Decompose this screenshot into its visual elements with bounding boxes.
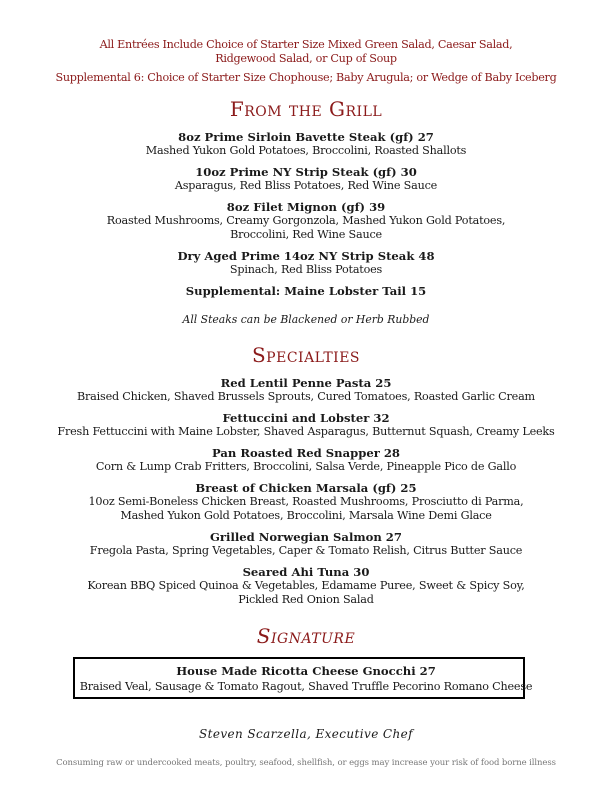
grill-item-desc: Asparagus, Red Bliss Potatoes, Red Wine Sauce — [174, 179, 438, 192]
grill-item-desc: Mashed Yukon Gold Potatoes, Broccolini, Roasted Shallots — [145, 144, 467, 157]
grill-item-desc: Broccolini, Red Wine Sauce — [230, 228, 382, 241]
intro-line-1: All Entrées Include Choice of Starter Size Mixed Green Salad, Caesar Salad, — [99, 38, 513, 51]
grill-item-name: Dry Aged Prime 14oz NY Strip Steak 48 — [177, 249, 435, 263]
intro-line-2: Ridgewood Salad, or Cup of Soup — [215, 52, 397, 65]
specialty-item-name: Seared Ahi Tuna 30 — [242, 565, 370, 579]
specialty-item-name: Grilled Norwegian Salmon 27 — [210, 530, 402, 544]
specialty-item-name: Red Lentil Penne Pasta 25 — [220, 376, 392, 390]
signature-item-desc: Braised Veal, Sausage & Tomato Ragout, Shaved Truffle Pecorino Romano Cheese — [79, 680, 533, 693]
grill-item-name: 10oz Prime NY Strip Steak (gf) 30 — [195, 165, 417, 179]
section-title-signature: Signature — [256, 624, 356, 648]
section-title-specialties: Specialties — [251, 343, 361, 367]
specialty-item-desc: Fregola Pasta, Spring Vegetables, Caper & Tomato Relish, Citrus Butter Sauce — [89, 544, 523, 557]
section-title-grill: From the Grill — [229, 97, 383, 121]
food-safety-disclaimer: Consuming raw or undercooked meats, poultry, seafood, shellfish, or eggs may increase your risk of food borne illness — [56, 758, 556, 768]
specialty-item-name: Pan Roasted Red Snapper 28 — [211, 446, 400, 460]
specialty-item-desc: Braised Chicken, Shaved Brussels Sprouts, Cured Tomatoes, Roasted Garlic Cream — [77, 390, 535, 403]
specialty-item-desc: Mashed Yukon Gold Potatoes, Broccolini, Marsala Wine Demi Glace — [120, 509, 492, 522]
grill-supplemental: Supplemental: Maine Lobster Tail 15 — [185, 284, 427, 298]
specialty-item-name: Fettuccini and Lobster 32 — [222, 411, 390, 425]
grill-note: All Steaks can be Blackened or Herb Rubbed — [182, 313, 430, 326]
specialty-item-desc: Korean BBQ Spiced Quinoa & Vegetables, Edamame Puree, Sweet & Spicy Soy, — [87, 579, 525, 592]
specialty-item-desc: Corn & Lump Crab Fritters, Broccolini, Salsa Verde, Pineapple Pico de Gallo — [95, 460, 517, 473]
grill-item-name: 8oz Prime Sirloin Bavette Steak (gf) 27 — [178, 130, 434, 144]
grill-item-desc: Roasted Mushrooms, Creamy Gorgonzola, Mashed Yukon Gold Potatoes, — [106, 214, 506, 227]
specialty-item-name: Breast of Chicken Marsala (gf) 25 — [195, 481, 417, 495]
intro-line-3: Supplemental 6: Choice of Starter Size Chophouse; Baby Arugula; or Wedge of Baby Iceberg — [55, 71, 557, 84]
grill-item-name: 8oz Filet Mignon (gf) 39 — [226, 200, 386, 214]
chef-credit: Steven Scarzella, Executive Chef — [199, 727, 413, 741]
grill-item-desc: Spinach, Red Bliss Potatoes — [229, 263, 383, 276]
signature-item-name: House Made Ricotta Cheese Gnocchi 27 — [176, 664, 436, 678]
specialty-item-desc: Fresh Fettuccini with Maine Lobster, Shaved Asparagus, Butternut Squash, Creamy Leeks — [57, 425, 555, 438]
specialty-item-desc: 10oz Semi-Boneless Chicken Breast, Roasted Mushrooms, Prosciutto di Parma, — [88, 495, 524, 508]
specialty-item-desc: Pickled Red Onion Salad — [238, 593, 374, 606]
